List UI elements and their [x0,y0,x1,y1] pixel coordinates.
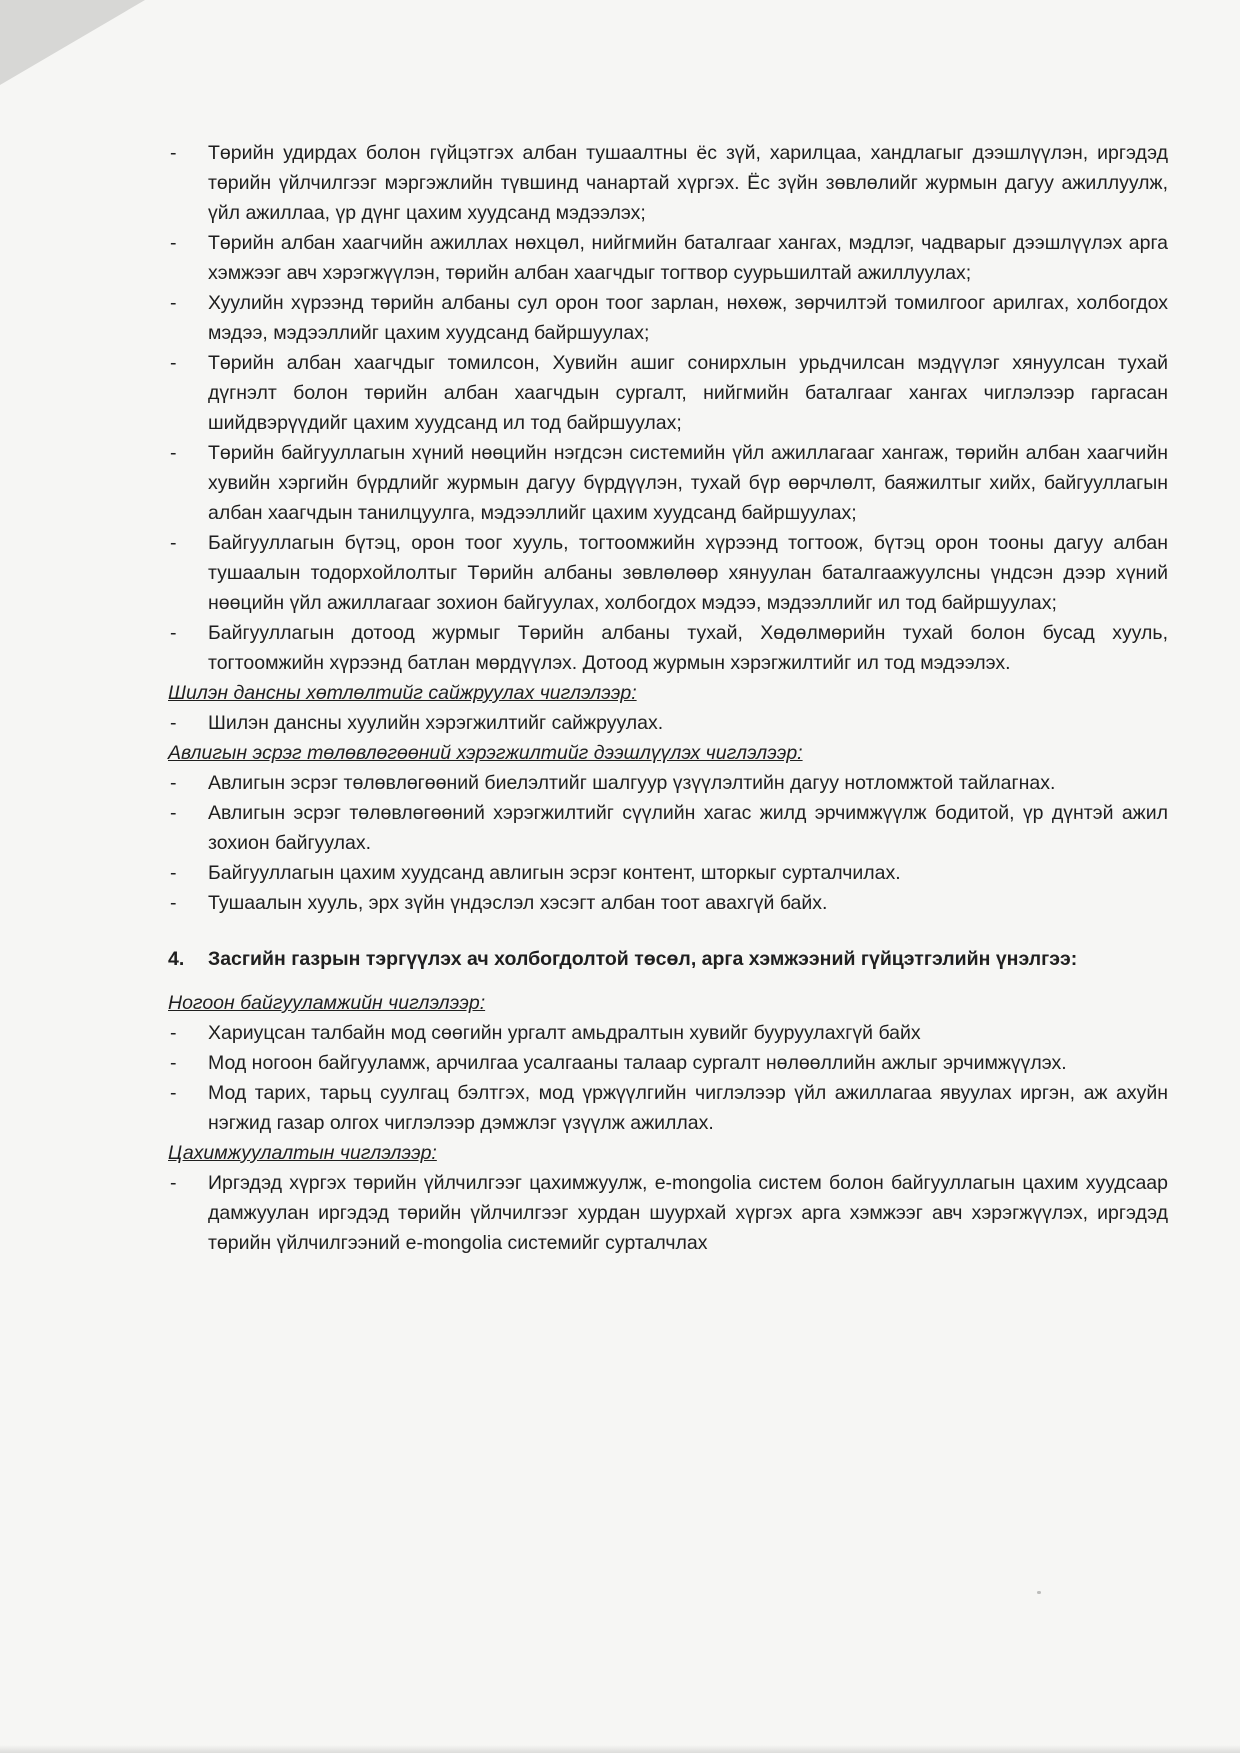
bullet-item: - Мод ногоон байгууламж, арчилгаа усалгааны талаар сургалт нөлөөллийн ажлыг эрчимжүүлэх. [168,1048,1168,1078]
document-page [168,138,1168,1258]
bullet-item: - Авлигын эсрэг төлөвлөгөөний хэрэгжилтийг сүүлийн хагас жилд эрчимжүүлж бодитой, үр дүнтэй ажил зохион байгуулах. [168,798,1168,858]
scan-bottom-edge [0,1745,1240,1753]
bullet-item: - Төрийн байгууллагын хүний нөөцийн нэгдсэн системийн үйл ажиллагааг хангаж, төрийн албан хаагчийн хувийн хэргийн бүрдлийг журмын дагуу бүрдүүлэн, тухай бүр өөрчлөлт, баяжилтыг хийх, байгууллагын албан хаагчдын танилцуулга, мэдээллийг цахим хуудсанд байршуулах; [168,438,1168,528]
bullet-item: - Төрийн албан хаагчдыг томилсон, Хувийн ашиг сонирхлын урьдчилсан мэдүүлэг хянуулсан тухай дүгнэлт болон төрийн албан хаагчдын сургалт, нийгмийн баталгааг хангах чиглэлээр гаргасан шийдвэрүүдийг цахим хуудсанд ил тод байршуулах; [168,348,1168,438]
bullet-item: - Хариуцсан талбайн мод сөөгийн ургалт амьдралтын хувийг бууруулахгүй байх [168,1018,1168,1048]
bullet-item: - Байгууллагын цахим хуудсанд авлигын эсрэг контент, шторкыг сурталчилах. [168,858,1168,888]
section-title: Засгийн газрын тэргүүлэх ач холбогдолтой төсөл, арга хэмжээний гүйцэтгэлийн үнэлгээ: [208,948,1078,970]
bullet-item: - Төрийн албан хаагчийн ажиллах нөхцөл, нийгмийн баталгааг хангах, мэдлэг, чадварыг дээшлүүлэх арга хэмжээг авч хэрэгжүүлэн, төрийн албан хаагчдыг тогтвор суурьшилтай ажиллуулах; [168,228,1168,288]
section-heading [168,944,1168,974]
subsection-title: Цахимжуулалтын чиглэлээр: [168,1142,437,1164]
scan-corner-shadow [0,0,145,85]
bullet-item: - Иргэдэд хүргэх төрийн үйлчилгээг цахимжуулж, e-mongolia систем болон байгууллагын цахим хуудсаар дамжуулан иргэдэд төрийн үйлчилгээг хурдан шуурхай хүргэх арга хэмжээг авч хэрэгжүүлэх, иргэдэд төрийн үйлчилгээний e-mongolia системийг сурталчлах [168,1168,1168,1258]
bullet-item: - Тушаалын хууль, эрх зүйн үндэслэл хэсэгт албан тоот авахгүй байх. [168,888,1168,918]
section-number: 4. [168,948,185,970]
scan-speck [1037,1591,1041,1594]
bullet-item: - Шилэн дансны хуулийн хэрэгжилтийг сайжруулах. [168,708,1168,738]
bullet-item: - Төрийн удирдах болон гүйцэтгэх албан тушаалтны ёс зүй, харилцаа, хандлагыг дээшлүүлэн, иргэдэд төрийн үйлчилгээг мэргэжлийн түвшинд чанартай хүргэх. Ёс зүйн зөвлөлийг журмын дагуу ажиллуулж, үйл ажиллаа, үр дүнг цахим хуудсанд мэдээлэх; [168,138,1168,228]
subsection-title: Ногоон байгууламжийн чиглэлээр: [168,992,486,1014]
bullet-item: - Мод тарих, тарьц суулгац бэлтгэх, мод үржүүлгийн чиглэлээр үйл ажиллагаа явуулах иргэн, аж ахуйн нэгжид газар олгох чиглэлээр дэмжлэг үзүүлж ажиллах. [168,1078,1168,1138]
bullet-item: - Байгууллагын бүтэц, орон тоог хууль, тогтоомжийн хүрээнд тогтоож, бүтэц орон тооны дагуу албан тушаалын тодорхойлолтыг Төрийн албаны зөвлөлөөр хянуулан баталгаажуулсны үндсэн дээр хүний нөөцийн үйл ажиллагааг зохион байгуулах, холбогдох мэдээ, мэдээллийг ил тод байршуулах; [168,528,1168,618]
subsection-title: Авлигын эсрэг төлөвлөгөөний хэрэгжилтийг дээшлүүлэх чиглэлээр: [168,742,803,764]
bullet-item: - Хуулийн хүрээнд төрийн албаны сул орон тоог зарлан, нөхөж, зөрчилтэй томилгоог арилгах, холбогдох мэдээ, мэдээллийг цахим хуудсанд байршуулах; [168,288,1168,348]
subsection-title: Шилэн дансны хөтлөлтийг сайжруулах чиглэлээр: [168,682,637,704]
bullet-item: - Байгууллагын дотоод журмыг Төрийн албаны тухай, Хөдөлмөрийн тухай болон бусад хууль, тогтоомжийн хүрээнд батлан мөрдүүлэх. Дотоод журмын хэрэгжилтийг ил тод мэдээлэх. [168,618,1168,678]
bullet-item: - Авлигын эсрэг төлөвлөгөөний биелэлтийг шалгуур үзүүлэлтийн дагуу нотломжтой тайлагнах. [168,768,1168,798]
